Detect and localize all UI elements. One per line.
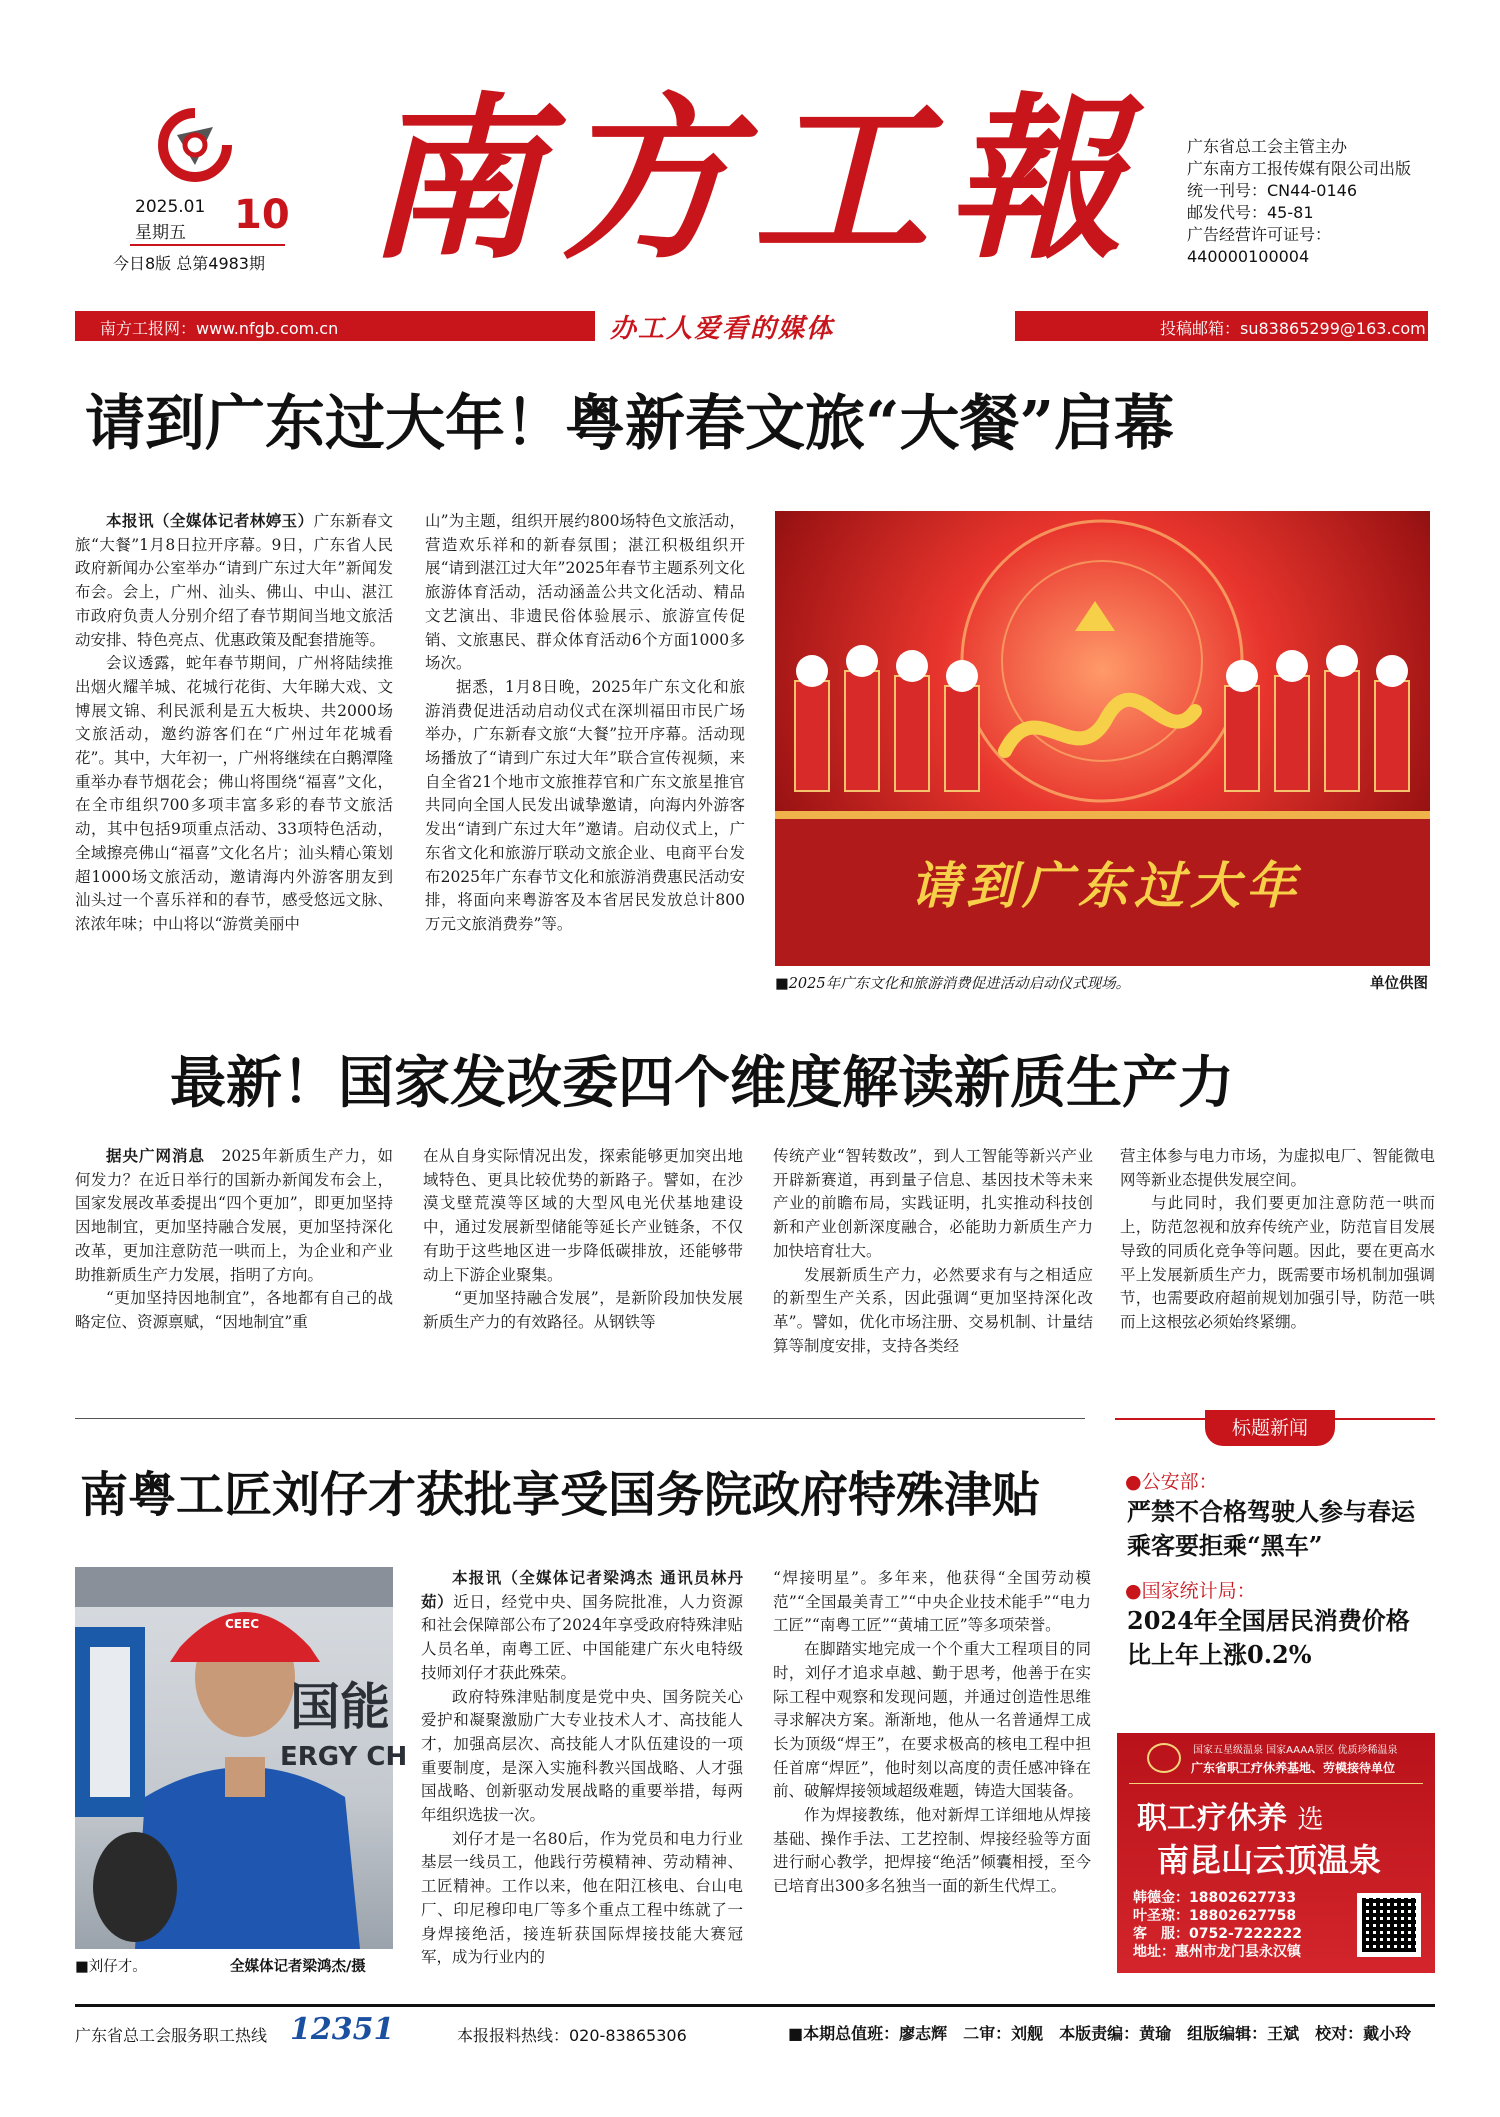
- issue-date-ym: 2025.01: [135, 197, 206, 217]
- submission-email[interactable]: 投稿邮箱：su83865299@163.com: [1160, 319, 1426, 338]
- paragraph: “更加坚持融合发展”，是新阶段加快发展新质生产力的有效路径。从钢铁等: [423, 1289, 743, 1331]
- byline: 本报讯（全媒体记者梁鸿杰 通讯员林丹茹）: [421, 1569, 743, 1611]
- ad-contacts: [1133, 1889, 1302, 1961]
- issue-weekday: 星期五: [135, 223, 186, 243]
- ad-divider: [1129, 1783, 1423, 1784]
- newspaper-logo-icon: [155, 105, 235, 185]
- ad-contact-line: 地址：惠州市龙门县永汉镇: [1133, 1944, 1301, 1960]
- article-column: [773, 1145, 1093, 1358]
- ad-top-line: 广东省职工疗休养基地、劳模接待单位: [1191, 1761, 1396, 1775]
- wall-sign-text: 国能: [290, 1678, 390, 1736]
- helmet-logo-text: CEEC: [225, 1617, 260, 1631]
- ad-main-line: 南昆山云顶温泉: [1157, 1841, 1382, 1879]
- paragraph: 刘仔才是一名80后，作为党员和电力行业基层一线员工，他践行劳模精神、劳动精神、工匠精神。工作以来，他在阳江核电、台山电厂、印尼穆印电厂等多个重点工程中练就了一身焊接绝活，接连斩获国际焊接技能大赛冠军，成为行业内的: [421, 1829, 743, 1967]
- paragraph: 营主体参与电力市场，为虚拟电厂、智能微电网等新业态提供发展空间。: [1120, 1147, 1435, 1189]
- photo-credit: 单位供图: [1370, 976, 1428, 992]
- publisher-line: 440000100004: [1187, 247, 1310, 266]
- footer-rule: [75, 2004, 1435, 2007]
- article-column: [773, 1567, 1091, 1899]
- slogan: 办工人爱看的媒体: [610, 314, 835, 344]
- publisher-line: 广东省总工会主管主办: [1187, 137, 1348, 156]
- ad-main-text: 职工疗休养: [1137, 1801, 1287, 1836]
- news-item-source: ●国家统计局：: [1125, 1580, 1256, 1602]
- publisher-line: 统一刊号：CN44-0146: [1187, 181, 1357, 200]
- ad-main-line: [1137, 1793, 1323, 1837]
- paragraph: 作为焊接教练，他对新焊工详细地从焊接基础、操作手法、工艺控制、焊接经验等方面进行耐心教学，把焊接“绝活”倾囊相授，至今已培育出300多名独当一面的新生代焊工。: [773, 1806, 1091, 1896]
- paragraph: 2025年新质生产力，如何发力？在近日举行的国新办新闻发布会上，国家发展改革委提出“四个更加”，即更加坚持因地制宜，更加坚持融合发展，更加坚持深化改革，更加注意防范一哄而上，为企业和产业助推新质生产力发展，指明了方向。: [75, 1147, 393, 1284]
- paragraph: 山”为主题，组织开展约800场特色文旅活动，营造欢乐祥和的新春氛围；湛江积极组织开展“请到湛江过大年”2025年春节主题系列文化旅游体育活动，活动涵盖公共文化活动、精品文艺演出、非遗民俗体验展示、旅游宣传促销、文旅惠民、群众体育活动6个方面1000多场次。: [425, 512, 745, 673]
- portrait-photo: [75, 1567, 408, 1949]
- hot-spring-advertisement[interactable]: [1117, 1733, 1435, 1973]
- edition-info: 今日8版 总第4983期: [113, 254, 265, 273]
- date-divider: [130, 244, 285, 246]
- publisher-line: 邮发代号：45-81: [1187, 203, 1314, 222]
- headline[interactable]: 请到广东过大年！粤新春文旅“大餐”启幕: [85, 389, 1175, 459]
- hotline-number[interactable]: 12351: [290, 2012, 395, 2047]
- article-column: [1120, 1145, 1435, 1335]
- paragraph: 近日，经党中央、国务院批准，人力资源和社会保障部公布了2024年享受政府特殊津贴人员名单，南粤工匠、中国能建广东火电特级技师刘仔才获此殊荣。: [421, 1592, 743, 1682]
- article-column: [421, 1567, 743, 1970]
- newspaper-title: 南方工報: [365, 76, 1142, 283]
- paragraph: 据悉，1月8日晚，2025年广东文化和旅游消费促进活动启动仪式在深圳福田市民广场举办，广东新春文旅“大餐”拉开序幕。活动现场播放了“请到广东过大年”联合宣传视频，来自全省21个地市文旅推荐官和广东文旅星推官共同向全国人民发出诚挚邀请，向海内外游客发出“请到广东过大年”邀请。启动仪式上，广东省文化和旅游厅联动文旅企业、电商平台发布2025年广东春节文化和旅游消费惠民活动安排，将面向来粤游客及本省居民发放总计800万元文旅消费券”等。: [425, 677, 745, 933]
- paragraph: 发展新质生产力，必然要求有与之相适应的新型生产关系，因此强调“更加坚持深化改革”。譬如，优化市场注册、交易机制、计量结算等制度安排，支持各类经: [773, 1265, 1093, 1355]
- section-divider: [75, 1418, 1085, 1419]
- ad-top-line: 国家五星级温泉 国家AAAA景区 优质珍稀温泉: [1193, 1745, 1398, 1756]
- article-column: [75, 1145, 393, 1335]
- byline: 据央广网消息: [106, 1147, 206, 1165]
- issue-day: 10: [234, 192, 290, 238]
- publisher-line: 广东南方工报传媒有限公司出版: [1187, 159, 1412, 178]
- paragraph: 广东新春文旅“大餐”1月8日拉开序幕。9日，广东省人民政府新闻办公室举办“请到广东过大年”新闻发布会。会上，广州、汕头、佛山、中山、湛江市政府负责人分别介绍了春节期间当地文旅活动安排、特色亮点、优惠政策及配套措施等。: [75, 512, 393, 649]
- headline[interactable]: 最新！国家发改委四个维度解读新质生产力: [170, 1050, 1234, 1116]
- ad-contact-line: 叶圣琼：18802627758: [1133, 1908, 1297, 1924]
- website-link[interactable]: 南方工报网：www.nfgb.com.cn: [100, 319, 339, 338]
- staff-credits: ■本期总值班：廖志辉 二审：刘舰 本版责编：黄瑜 组版编辑：王斌 校对：戴小玲: [788, 2024, 1412, 2043]
- paragraph: 传统产业“智转数改”，到人工智能等新兴产业开辟新赛道，再到量子信息、基因技术等未来产业的前瞻布局，实践证明，扎实推动科技创新和产业创新深度融合，必能助力新质生产力加快培育壮大。: [773, 1147, 1093, 1260]
- paragraph: 会议透露，蛇年春节期间，广州将陆续推出烟火耀羊城、花城行花街、大年睇大戏、文博展文锦、利民派利是五大板块、共2000场文旅活动，邀约游客们在“广州过年花城看花”。其中，大年初一，广州将继续在白鹅潭隆重举办春节烟花会；佛山将围绕“福喜”文化，在全市组织700多项丰富多彩的春节文旅活动，其中包括9项重点活动、33项特色活动，全域擦亮佛山“福喜”文化名片；汕头精心策划超1000场文旅活动，邀请海内外游客朋友到汕头过一个喜乐祥和的春节，感受悠远文脉、浓浓年味；中山将以“游赏美丽中: [75, 654, 393, 933]
- byline: 本报讯（全媒体记者林婷玉）: [106, 512, 314, 530]
- headline[interactable]: 南粤工匠刘仔才获批享受国务院政府特殊津贴: [80, 1467, 1041, 1523]
- news-item-headline[interactable]: 2024年全国居民消费价格比上年上涨0.2%: [1127, 1606, 1410, 1669]
- paragraph: 在脚踏实地完成一个个重大工程项目的同时，刘仔才追求卓越、勤于思考，他善于在实际工程中观察和发现问题，并通过创造性思维寻求解决方案。渐渐地，他从一名普通焊工成长为顶级“焊王”，在要求极高的核电工程中担任首席“焊匠”，他时刻以高度的责任感冲锋在前、破解焊接领域超级难题，铸造大国装备。: [773, 1640, 1091, 1801]
- paragraph: “更加坚持因地制宜”，各地都有自己的战略定位、资源禀赋，“因地制宜”重: [75, 1289, 393, 1331]
- article-column: [75, 510, 393, 937]
- article-column: [423, 1145, 743, 1335]
- ad-contact-line: 客 服：0752-7222222: [1133, 1926, 1302, 1942]
- photo-credit: 全媒体记者梁鸿杰/摄: [230, 1959, 366, 1975]
- news-item-source: ●公安部：: [1125, 1471, 1218, 1493]
- paragraph: “焊接明星”。多年来，他获得“全国劳动模范”“全国最美青工”“中央企业技术能手”“电力工匠”“南粤工匠”“黄埔工匠”等多项荣誉。: [773, 1569, 1091, 1635]
- photo-caption: ■刘仔才。: [75, 1959, 147, 1975]
- publisher-line: 广告经营许可证号：: [1187, 225, 1332, 244]
- news-box-title: 标题新闻: [1205, 1410, 1335, 1446]
- publisher-info: [1187, 136, 1411, 268]
- ad-main-text: 选: [1297, 1805, 1324, 1835]
- paragraph: 与此同时，我们要更加注意防范一哄而上，防范忽视和放弃传统产业，防范盲目发展导致的同质化竞争等问题。因此，要在更高水平上发展新质生产力，既需要市场机制加强调节，也需要政府超前规划加强引导，防范一哄而上这根弦必须始终紧绷。: [1120, 1194, 1435, 1331]
- ad-logo-icon: [1147, 1743, 1181, 1773]
- wall-sign-text-en: ERGY CH: [280, 1742, 408, 1772]
- article-column: [425, 510, 745, 937]
- ad-contact-line: 韩德金：18802627733: [1133, 1890, 1297, 1906]
- paragraph: 在从自身实际情况出发，探索能够更加突出地域特色、更具比较优势的新路子。譬如，在沙漠戈壁荒漠等区域的大型风电光伏基地建设中，通过发展新型储能等延长产业链条，不仅有助于这些地区进一步降低碳排放，还能够带动上下游企业聚集。: [423, 1147, 743, 1284]
- hotline-label: 广东省总工会服务职工热线: [75, 2026, 268, 2045]
- paragraph: 政府特殊津贴制度是党中央、国务院关心爱护和凝聚激励广大专业技术人才、高技能人才，加强高层次、高技能人才队伍建设的一项重要制度，是深入实施科教兴国战略、人才强国战略、创新驱动发展战略的重要举措，每两年组织选拔一次。: [421, 1687, 743, 1825]
- report-hotline[interactable]: 本报报料热线：020-83865306: [457, 2026, 687, 2045]
- photo-caption: ■2025年广东文化和旅游消费促进活动启动仪式现场。: [775, 976, 1131, 992]
- stage-banner-text: 请到广东过大年: [910, 856, 1302, 915]
- launch-ceremony-photo: [775, 511, 1430, 966]
- news-item-headline[interactable]: 严禁不合格驾驶人参与春运乘客要拒乘“黑车”: [1127, 1497, 1415, 1560]
- qr-code-icon: [1357, 1893, 1421, 1957]
